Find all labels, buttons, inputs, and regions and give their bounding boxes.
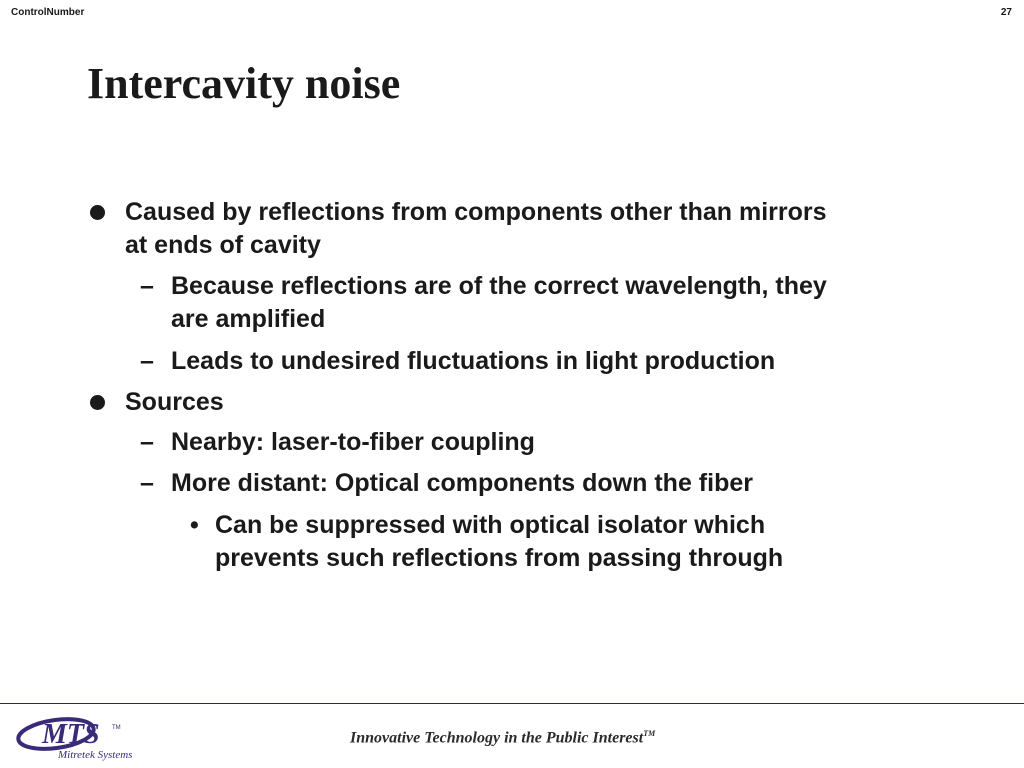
sub-bullet-item: Because reflections are of the correct wavelength, they are amplified [171, 272, 827, 333]
mts-logo [14, 712, 159, 764]
bullet-item: Sources [125, 388, 224, 416]
footer-divider [0, 703, 1024, 704]
dash-marker: – [140, 347, 154, 375]
bullet-item: Caused by reflections from components other than mirrors at ends of cavity [125, 198, 827, 259]
footer-tagline: Innovative Technology in the Public Interest™ [350, 729, 656, 747]
bullet-dot-icon [90, 205, 105, 220]
dot-marker: • [190, 511, 199, 539]
logo-text: MTS [42, 719, 100, 750]
dash-marker: – [140, 428, 154, 456]
sub-sub-bullet-item: Can be suppressed with optical isolator which prevents such reflections from passing through [215, 511, 784, 572]
logo-tm: TM [112, 725, 121, 731]
dash-marker: – [140, 469, 154, 497]
sub-bullet-item: More distant: Optical components down the fiber [171, 469, 753, 497]
page-number: 27 [1000, 7, 1012, 18]
slide-title: Intercavity noise [87, 59, 401, 108]
logo-subtext: Mitretek Systems [58, 749, 133, 761]
bullet-dot-icon [90, 395, 105, 410]
control-number-label: ControlNumber [11, 7, 85, 18]
sub-bullet-item: Nearby: laser-to-fiber coupling [171, 428, 535, 456]
sub-bullet-item: Leads to undesired fluctuations in light production [171, 347, 776, 375]
dash-marker: – [140, 272, 154, 300]
